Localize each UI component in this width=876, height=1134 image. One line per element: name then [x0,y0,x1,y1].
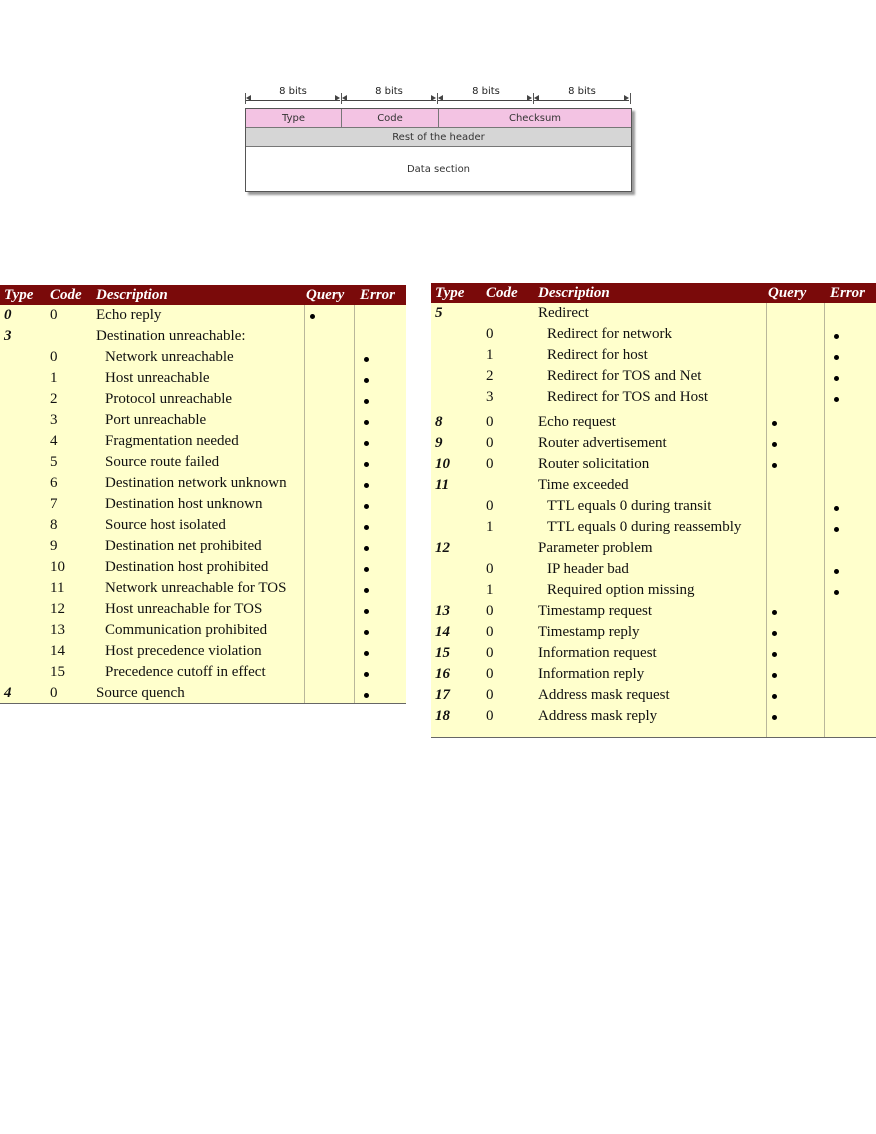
error-bullet-icon [834,527,839,532]
type-cell: 10 [435,456,450,472]
error-bullet-icon [364,693,369,698]
column-header-code: Code [486,284,518,301]
data-section-row [246,147,631,191]
code-cell: 0 [486,666,494,682]
table-row [431,412,876,433]
type-cell: 0 [4,307,12,323]
code-cell: 0 [486,561,494,577]
description-cell: Destination unreachable: [96,328,246,344]
code-cell: 12 [50,601,65,617]
header-fields-row [246,109,631,128]
code-cell: 10 [50,559,65,575]
description-cell: TTL equals 0 during transit [547,498,712,514]
description-cell: Address mask reply [538,708,658,724]
table-row [431,324,876,345]
code-cell: 11 [50,580,65,596]
code-cell: 0 [486,708,494,724]
table-row [0,599,406,620]
error-bullet-icon [364,462,369,467]
code-cell: 1 [486,582,494,598]
table-row [0,368,406,389]
code-cell: 1 [50,370,58,386]
description-cell: IP header bad [547,561,629,577]
description-cell: Echo reply [96,307,162,323]
query-bullet-icon [772,694,777,699]
error-bullet-icon [364,483,369,488]
table-row [0,389,406,410]
column-header-type: Type [435,284,465,301]
icmp-types-table-left [0,285,406,704]
description-cell: Router solicitation [538,456,650,472]
type-cell: 8 [435,414,443,430]
description-cell: Time exceeded [538,477,629,493]
table-row [0,473,406,494]
table-row [0,557,406,578]
code-cell: 13 [50,622,65,638]
error-bullet-icon [364,546,369,551]
description-cell: Network unreachable for TOS [105,580,287,596]
table-row [0,410,406,431]
table-header [0,285,406,305]
code-cell: 9 [50,538,58,554]
error-bullet-icon [834,397,839,402]
type-cell: 4 [4,685,12,701]
error-bullet-icon [834,506,839,511]
code-cell: 0 [50,307,58,323]
description-cell: Timestamp reply [538,624,640,640]
description-cell: Destination network unknown [105,475,287,491]
table-row [431,366,876,387]
error-bullet-icon [834,590,839,595]
code-cell: 3 [486,389,494,405]
code-cell: 0 [486,645,494,661]
field-code: Code [342,109,439,127]
table-row [0,683,406,704]
error-bullet-icon [364,441,369,446]
description-cell: Redirect for TOS and Host [547,389,709,405]
error-bullet-icon [364,504,369,509]
code-cell: 0 [486,326,494,342]
table-row [0,326,406,347]
column-header-code: Code [50,286,82,303]
description-cell: Timestamp request [538,603,653,619]
table-row [431,454,876,475]
description-cell: Destination host prohibited [105,559,269,575]
column-header-error: Error [360,286,396,303]
error-bullet-icon [364,588,369,593]
error-bullet-icon [834,569,839,574]
data-section-label: Data section [406,163,471,175]
code-cell: 1 [486,519,494,535]
error-bullet-icon [364,630,369,635]
column-header-query: Query [768,284,807,301]
code-cell: 0 [486,603,494,619]
error-bullet-icon [364,525,369,530]
code-cell: 0 [486,687,494,703]
description-cell: Redirect for TOS and Net [547,368,702,384]
column-header-error: Error [830,284,866,301]
description-cell: Communication prohibited [105,622,268,638]
type-cell: 18 [435,708,450,724]
error-bullet-icon [364,357,369,362]
table-row [431,685,876,706]
table-row [431,580,876,601]
error-bullet-icon [834,334,839,339]
error-bullet-icon [364,399,369,404]
column-header-query: Query [306,286,345,303]
description-cell: Host unreachable [105,370,210,386]
code-cell: 3 [50,412,58,428]
description-cell: Fragmentation needed [105,433,239,449]
bit-width-arrows [245,98,631,104]
table-row [0,662,406,683]
code-cell: 0 [486,498,494,514]
error-bullet-icon [834,376,839,381]
query-bullet-icon [772,715,777,720]
query-bullet-icon [772,442,777,447]
column-header-description: Description [538,284,610,301]
description-cell: Source host isolated [105,517,226,533]
table-row [431,496,876,517]
description-cell: Host unreachable for TOS [105,601,263,617]
description-cell: Redirect for host [547,347,648,363]
error-bullet-icon [364,672,369,677]
description-cell: Echo request [538,414,616,430]
table-header [431,283,876,303]
table-row [431,387,876,408]
code-cell: 5 [50,454,58,470]
error-bullet-icon [364,651,369,656]
table-row [0,494,406,515]
bit-label-1: 8 bits [279,86,307,97]
column-divider [824,303,825,737]
description-cell: Source quench [96,685,185,701]
rest-of-header-label: Rest of the header [392,131,485,143]
description-cell: Source route failed [105,454,220,470]
error-bullet-icon [364,420,369,425]
icmp-types-table-right [431,283,876,738]
code-cell: 0 [486,456,494,472]
query-bullet-icon [772,421,777,426]
description-cell: Destination net prohibited [105,538,262,554]
type-cell: 3 [4,328,12,344]
table-row [431,303,876,324]
code-cell: 7 [50,496,58,512]
query-bullet-icon [772,631,777,636]
icmp-header-diagram [245,84,637,196]
bit-label-2: 8 bits [375,86,403,97]
column-header-description: Description [96,286,168,303]
table-row [0,620,406,641]
code-cell: 0 [486,624,494,640]
query-bullet-icon [772,610,777,615]
type-cell: 9 [435,435,443,451]
code-cell: 0 [50,685,58,701]
type-cell: 14 [435,624,450,640]
code-cell: 15 [50,664,65,680]
description-cell: Redirect for network [547,326,672,342]
description-cell: Router advertisement [538,435,667,451]
type-cell: 17 [435,687,450,703]
bit-label-3: 8 bits [472,86,500,97]
description-cell: Redirect [538,305,589,321]
table-row [0,431,406,452]
type-cell: 5 [435,305,443,321]
table-row [431,664,876,685]
error-bullet-icon [364,567,369,572]
bit-label-4: 8 bits [568,86,596,97]
table-row [431,559,876,580]
description-cell: TTL equals 0 during reassembly [547,519,742,535]
table-row [431,475,876,496]
description-cell: Required option missing [547,582,695,598]
description-cell: Information request [538,645,657,661]
type-cell: 13 [435,603,450,619]
query-bullet-icon [772,652,777,657]
code-cell: 2 [486,368,494,384]
table-row [431,538,876,559]
description-cell: Address mask request [538,687,670,703]
query-bullet-icon [310,314,315,319]
table-row [0,641,406,662]
column-divider [354,305,355,703]
table-row [0,536,406,557]
table-body [431,303,876,727]
code-cell: 2 [50,391,58,407]
table-body [0,305,406,704]
description-cell: Destination host unknown [105,496,263,512]
table-row [431,643,876,664]
table-row [0,452,406,473]
field-checksum: Checksum [508,112,562,124]
code-cell: 1 [486,347,494,363]
code-cell: 0 [486,414,494,430]
rest-of-header-row [246,128,631,147]
type-cell: 11 [435,477,450,493]
type-cell: 12 [435,540,450,556]
field-type: Type [246,109,342,127]
error-bullet-icon [364,378,369,383]
column-divider [304,305,305,703]
code-cell: 14 [50,643,65,659]
column-header-type: Type [4,286,34,303]
query-bullet-icon [772,673,777,678]
query-bullet-icon [772,463,777,468]
table-row [431,517,876,538]
table-row [431,601,876,622]
table-row [0,305,406,326]
type-cell: 16 [435,666,450,682]
description-cell: Host precedence violation [105,643,262,659]
table-row [431,345,876,366]
description-cell: Network unreachable [105,349,234,365]
description-cell: Parameter problem [538,540,653,556]
description-cell: Port unreachable [105,412,207,428]
table-row [0,347,406,368]
code-cell: 6 [50,475,58,491]
description-cell: Protocol unreachable [105,391,233,407]
description-cell: Information reply [538,666,645,682]
code-cell: 0 [486,435,494,451]
type-cell: 15 [435,645,450,661]
error-bullet-icon [364,609,369,614]
table-row [431,433,876,454]
code-cell: 4 [50,433,58,449]
table-row [431,706,876,727]
table-row [0,578,406,599]
description-cell: Precedence cutoff in effect [105,664,266,680]
code-cell: 0 [50,349,58,365]
table-row [0,515,406,536]
column-divider [766,303,767,737]
table-row [431,622,876,643]
error-bullet-icon [834,355,839,360]
code-cell: 8 [50,517,58,533]
header-box [245,108,632,192]
